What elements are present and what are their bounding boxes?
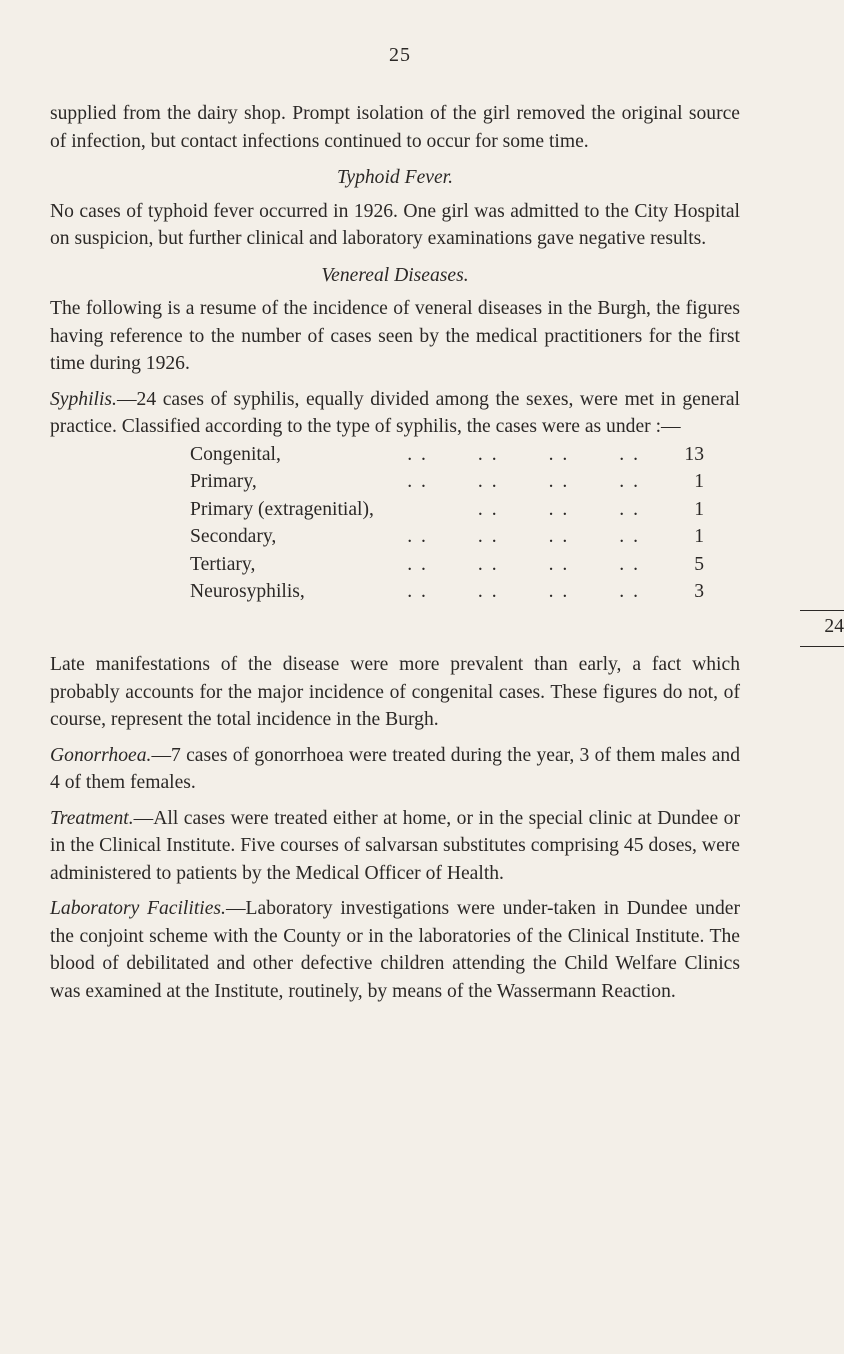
gonorrhoea-paragraph bbox=[50, 742, 740, 797]
treatment-paragraph bbox=[50, 805, 740, 888]
laboratory-paragraph bbox=[50, 895, 740, 1005]
leader-dots: . . . . . . bbox=[477, 498, 640, 520]
typhoid-text: No cases of typhoid fever occurred in 1926. One girl was admitted to the City Hospital on suspicion, but further clinical and laboratory examinations gave negative results. bbox=[50, 200, 740, 249]
syphilis-table bbox=[190, 441, 844, 648]
total-rule-bottom bbox=[800, 646, 844, 647]
row-value: 1 bbox=[694, 498, 704, 520]
treatment-text: —All cases were treated either at home, or in the special clinic at Dundee or in the Clinical Institute. Five courses of salvarsan substitutes comprising 45 doses, were administered to patients by the Medical Officer of Health. bbox=[50, 807, 740, 884]
venereal-heading: Venereal Diseases. bbox=[321, 264, 469, 286]
row-label: Neurosyphilis, bbox=[190, 581, 305, 602]
gonorrhoea-text: —7 cases of gonorrhoea were treated during the year, 3 of them males and 4 of them females. bbox=[50, 744, 740, 793]
syphilis-paragraph bbox=[50, 386, 740, 441]
table-row bbox=[190, 468, 704, 496]
table-row bbox=[190, 441, 704, 469]
body-text bbox=[50, 100, 844, 1005]
row-value: 5 bbox=[694, 553, 704, 575]
row-label: Secondary, bbox=[190, 526, 277, 547]
row-label: Tertiary, bbox=[190, 553, 256, 575]
row-value: 3 bbox=[694, 581, 704, 602]
leader-dots: . . . . . . . . bbox=[407, 526, 640, 547]
page-number: 25 bbox=[389, 44, 411, 66]
row-label: Primary, bbox=[190, 471, 257, 492]
row-label: Primary (extragenitial), bbox=[190, 498, 374, 520]
total-value: 24 bbox=[824, 615, 844, 637]
row-value: 13 bbox=[684, 443, 704, 465]
leader-dots: . . . . . . . . bbox=[407, 471, 640, 492]
table-row bbox=[190, 551, 704, 579]
typhoid-heading: Typhoid Fever. bbox=[336, 167, 454, 188]
table-row bbox=[190, 578, 704, 606]
syphilis-label: Syphilis. bbox=[50, 388, 117, 410]
table-row bbox=[190, 496, 704, 524]
gonorrhoea-label: Gonorrhoea. bbox=[50, 744, 152, 766]
typhoid-paragraph bbox=[50, 198, 740, 253]
total-block bbox=[800, 610, 844, 648]
laboratory-label: Laboratory Facilities. bbox=[50, 898, 226, 919]
leader-dots: . . . . . . . . bbox=[407, 443, 640, 465]
venereal-paragraph: The following is a resume of the incidence of veneral diseases in the Burgh, the figures having reference to the number of cases seen by the medical practitioners for the first time during 1926. bbox=[50, 298, 740, 374]
row-label: Congenital, bbox=[190, 443, 281, 465]
late-manifestations-paragraph: Late manifestations of the disease were more prevalent than early, a fact which probably accounts for the major incidence of congenital cases. These figures do not, of course, represent the total incidence in the Burgh. bbox=[50, 654, 740, 730]
leader-dots: . . . . . . . . bbox=[407, 553, 640, 575]
laboratory-text: —Laboratory investigations were under-taken in Dundee under the conjoint scheme with the County or in the laboratories of the Clinical Institute. The blood of debilitated and other defective children attending the Child Welfare Clinics was examined at the Institute, routinely, by means of the Wassermann Reaction. bbox=[50, 898, 740, 1002]
leader-dots: . . . . . . . . bbox=[407, 581, 640, 602]
row-value: 1 bbox=[694, 526, 704, 547]
intro-paragraph: supplied from the dairy shop. Prompt isolation of the girl removed the original source of infection, but contact infections continued to occur for some time. bbox=[50, 103, 740, 152]
table-row bbox=[190, 523, 704, 551]
syphilis-text: —24 cases of syphilis, equally divided among the sexes, were met in general practice. Classified according to the type of syphilis, the cases were as under :— bbox=[50, 388, 740, 437]
treatment-label: Treatment. bbox=[50, 807, 134, 829]
row-value: 1 bbox=[694, 471, 704, 492]
